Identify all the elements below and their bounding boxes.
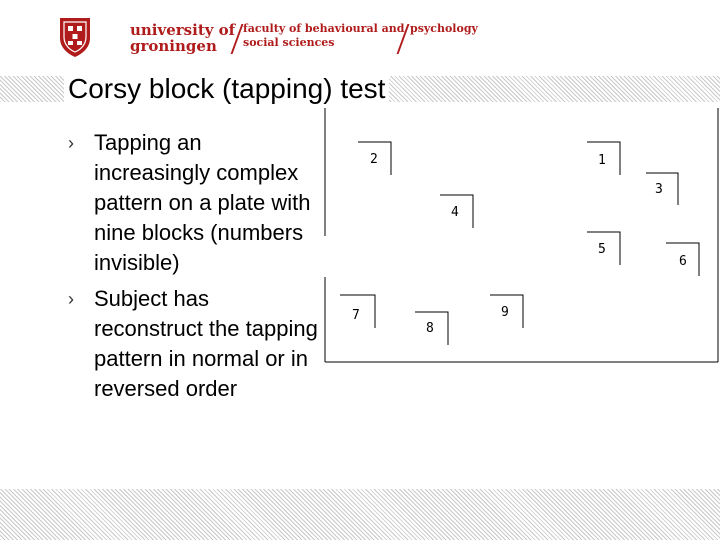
bullet-text: Tapping an increasingly complex pattern on a plate with nine blocks (numbers invisible) bbox=[94, 130, 311, 275]
block-number: 8 bbox=[426, 321, 434, 336]
university-name-line2: groningen bbox=[130, 37, 217, 55]
corsi-block bbox=[587, 232, 620, 265]
faculty-name-line2: social sciences bbox=[243, 36, 335, 49]
corsi-block bbox=[666, 243, 699, 276]
corsi-block bbox=[358, 142, 391, 175]
bullet-marker: › bbox=[68, 133, 74, 153]
corsi-block bbox=[646, 173, 678, 205]
corsi-block bbox=[490, 295, 523, 328]
corsi-block bbox=[587, 142, 620, 175]
block-number: 2 bbox=[370, 152, 378, 167]
corsi-block bbox=[415, 312, 448, 345]
corsi-block bbox=[440, 195, 473, 228]
block-number: 4 bbox=[451, 205, 459, 220]
board-outline bbox=[325, 108, 718, 362]
faculty-name-line1: faculty of behavioural and bbox=[243, 22, 405, 35]
block-number: 1 bbox=[598, 153, 606, 168]
slide-title: Corsy block (tapping) test bbox=[64, 72, 389, 106]
university-name-line1: university of bbox=[130, 21, 236, 39]
block-number: 3 bbox=[655, 182, 663, 197]
bullet-marker: › bbox=[68, 289, 74, 309]
bullet-text: Subject has reconstruct the tapping pattern in normal or in reversed order bbox=[94, 286, 318, 401]
corsi-block bbox=[340, 295, 375, 328]
block-number: 9 bbox=[501, 305, 509, 320]
block-number: 7 bbox=[352, 308, 360, 323]
block-number: 5 bbox=[598, 242, 606, 257]
decorative-stripe-bottom bbox=[0, 489, 720, 540]
block-number: 6 bbox=[679, 254, 687, 269]
department-name: psychology bbox=[410, 22, 478, 35]
